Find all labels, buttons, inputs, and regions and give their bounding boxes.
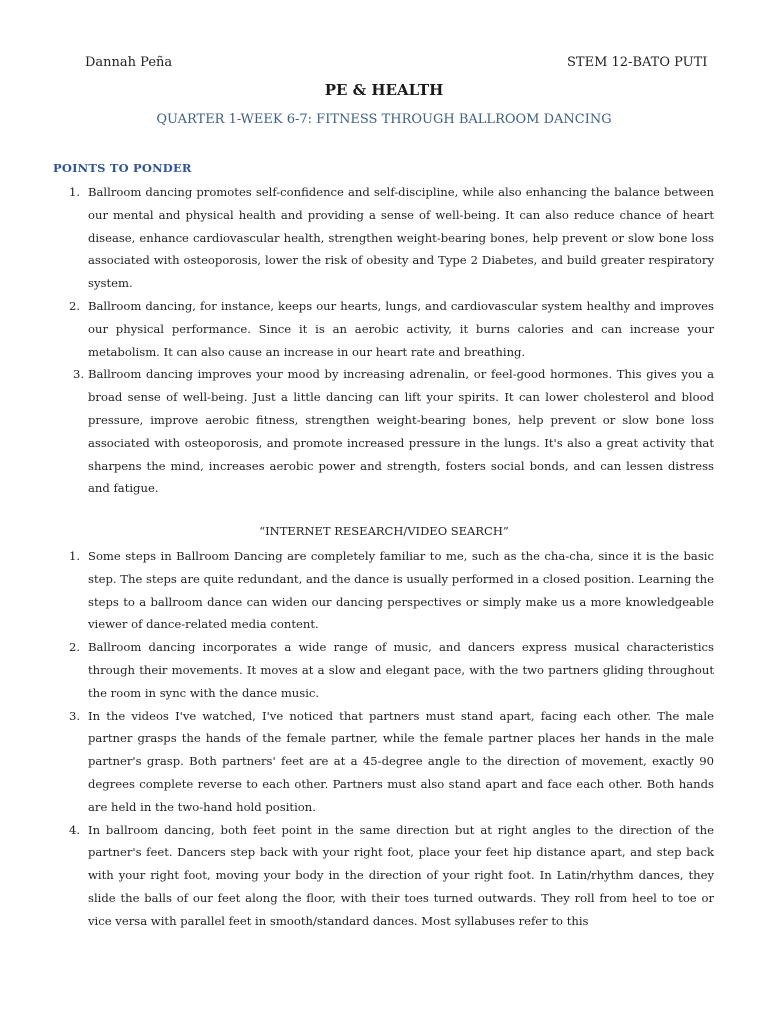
research-heading: “INTERNET RESEARCH/VIDEO SEARCH” xyxy=(259,524,509,538)
list-item-number: 3. xyxy=(69,708,81,723)
list-item xyxy=(69,819,714,933)
list-item xyxy=(69,545,714,636)
list-item-text: Ballroom dancing incorporates a wide range of music, and dancers express musical characteristics through their movements. It moves at a slow and elegant pace, with the two partners gliding throughout the room in sync with the dance music. xyxy=(88,640,714,700)
list-item-text: In the videos I've watched, I've noticed that partners must stand apart, facing each other. The male partner grasps the hands of the female partner, while the female partner places her hands in the male partner's grasp. Both partners' feet are at a 45-degree angle to the direction of movement, exactly 90 degrees complete reverse to each other. Partners must also stand apart and face each other. Both hands are held in the two-hand hold position. xyxy=(88,708,714,814)
list-item-number: 2. xyxy=(69,298,81,313)
list-item xyxy=(69,636,714,704)
student-name: Dannah Peña xyxy=(85,55,173,70)
list-item-number: 1. xyxy=(69,549,81,563)
list-item-text: Some steps in Ballroom Dancing are completely familiar to me, such as the cha-cha, since it is the basic step. The steps are quite redundant, and the dance is usually performed in a closed position. Learning the steps to a ballroom dance can widen our dancing perspectives or simply make us a more knowledgeable viewer of dance-related media content. xyxy=(88,549,714,632)
points-heading: POINTS TO PONDER xyxy=(53,161,192,175)
points-list xyxy=(69,181,714,500)
list-item xyxy=(69,705,714,819)
list-item-number: 3. xyxy=(73,367,85,382)
list-item-number: 2. xyxy=(69,640,81,655)
page-subtitle: QUARTER 1-WEEK 6-7: FITNESS THROUGH BALLROOM DANCING xyxy=(156,112,612,127)
page-title: PE & HEALTH xyxy=(324,81,444,99)
list-item-number: 1. xyxy=(69,185,81,199)
list-item-text: In ballroom dancing, both feet point in the same direction but at right angles to the direction of the partner's feet. Dancers step back with your right foot, place your feet hip distance apart, and step back with your right foot, moving your body in the direction of your right foot. In Latin/rhythm dances, they slide the balls of our feet along the floor, with their toes turned outwards. They roll from heel to toe or vice versa with parallel feet in smooth/standard dances. Most syllabuses refer to this xyxy=(88,822,714,928)
list-item-text: Ballroom dancing, for instance, keeps our hearts, lungs, and cardiovascular system healthy and improves our physical performance. Since it is an aerobic activity, it burns calories and can increase your metabolism. It can also cause an increase in our heart rate and breathing. xyxy=(88,298,714,359)
student-section: STEM 12-BATO PUTI xyxy=(567,55,708,70)
list-item-number: 4. xyxy=(69,822,81,837)
list-item-text: Ballroom dancing improves your mood by increasing adrenalin, or feel-good hormones. This gives you a broad sense of well-being. Just a little dancing can lift your spirits. It can lower cholesterol and blood pressure, improve aerobic fitness, strengthen weight-bearing bones, help prevent or slow bone loss associated with osteoporosis, and promote increased pressure in the lungs. It's also a great activity that sharpens the mind, increases aerobic power and strength, fosters social bonds, and can lessen distress and fatigue. xyxy=(88,367,714,496)
research-list xyxy=(69,545,714,933)
list-item xyxy=(69,295,714,363)
list-item-text: Ballroom dancing promotes self-confidence and self-discipline, while also enhancing the balance between our mental and physical health and providing a sense of well-being. It can also reduce chance of heart disease, enhance cardiovascular health, strengthen weight-bearing bones, help prevent or slow bone loss associated with osteoporosis, lower the risk of obesity and Type 2 Diabetes, and build greater respiratory system. xyxy=(88,185,714,291)
list-item xyxy=(69,181,714,295)
list-item xyxy=(73,363,714,500)
